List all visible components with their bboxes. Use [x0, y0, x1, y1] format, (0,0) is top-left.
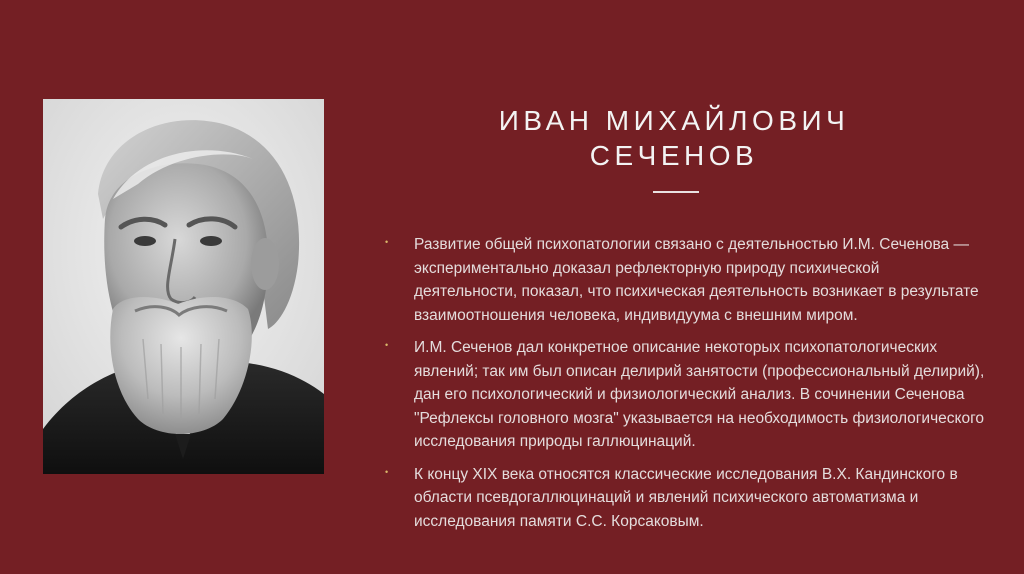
title-line-1: ИВАН МИХАЙЛОВИЧ [498, 104, 850, 136]
bullet-marker: • [385, 466, 389, 477]
title-divider [653, 191, 699, 193]
title-line-2: СЕЧЕНОВ [589, 139, 759, 171]
bullet-item [385, 463, 985, 534]
portrait-illustration [43, 99, 324, 474]
slide-title [430, 103, 918, 173]
bullet-marker: • [385, 340, 389, 350]
bullet-list [385, 233, 985, 574]
bullet-text: И.М. Сеченов дал конкретное описание некоторых психопатологических явлений; так им был описан делирий занятости (профессиональный делирий), дан его психологический и физиологический анализ. В сочинении Сеченова "Рефлексы головного мозга" указывается на необходимость физиологического исследования природы галлюцинаций. [414, 339, 985, 450]
portrait-photo [43, 99, 324, 474]
bullet-text: Развитие общей психопатологии связано с деятельностью И.М. Сеченова — экспериментально доказал рефлекторную природу психической деятельности, показал, что психическая деятельность возникает в результате взаимоотношения человека, индивидуума с внешним миром. [414, 236, 979, 324]
bullet-marker: • [385, 237, 389, 247]
bullet-text: К концу XIX века относятся классические исследования В.Х. Кандинского в области псевдогаллюцинаций и явлений психического автоматизма и исследования памяти С.С. Корсаковым. [414, 465, 958, 530]
bullet-item [385, 336, 985, 454]
bullet-item [385, 233, 985, 327]
